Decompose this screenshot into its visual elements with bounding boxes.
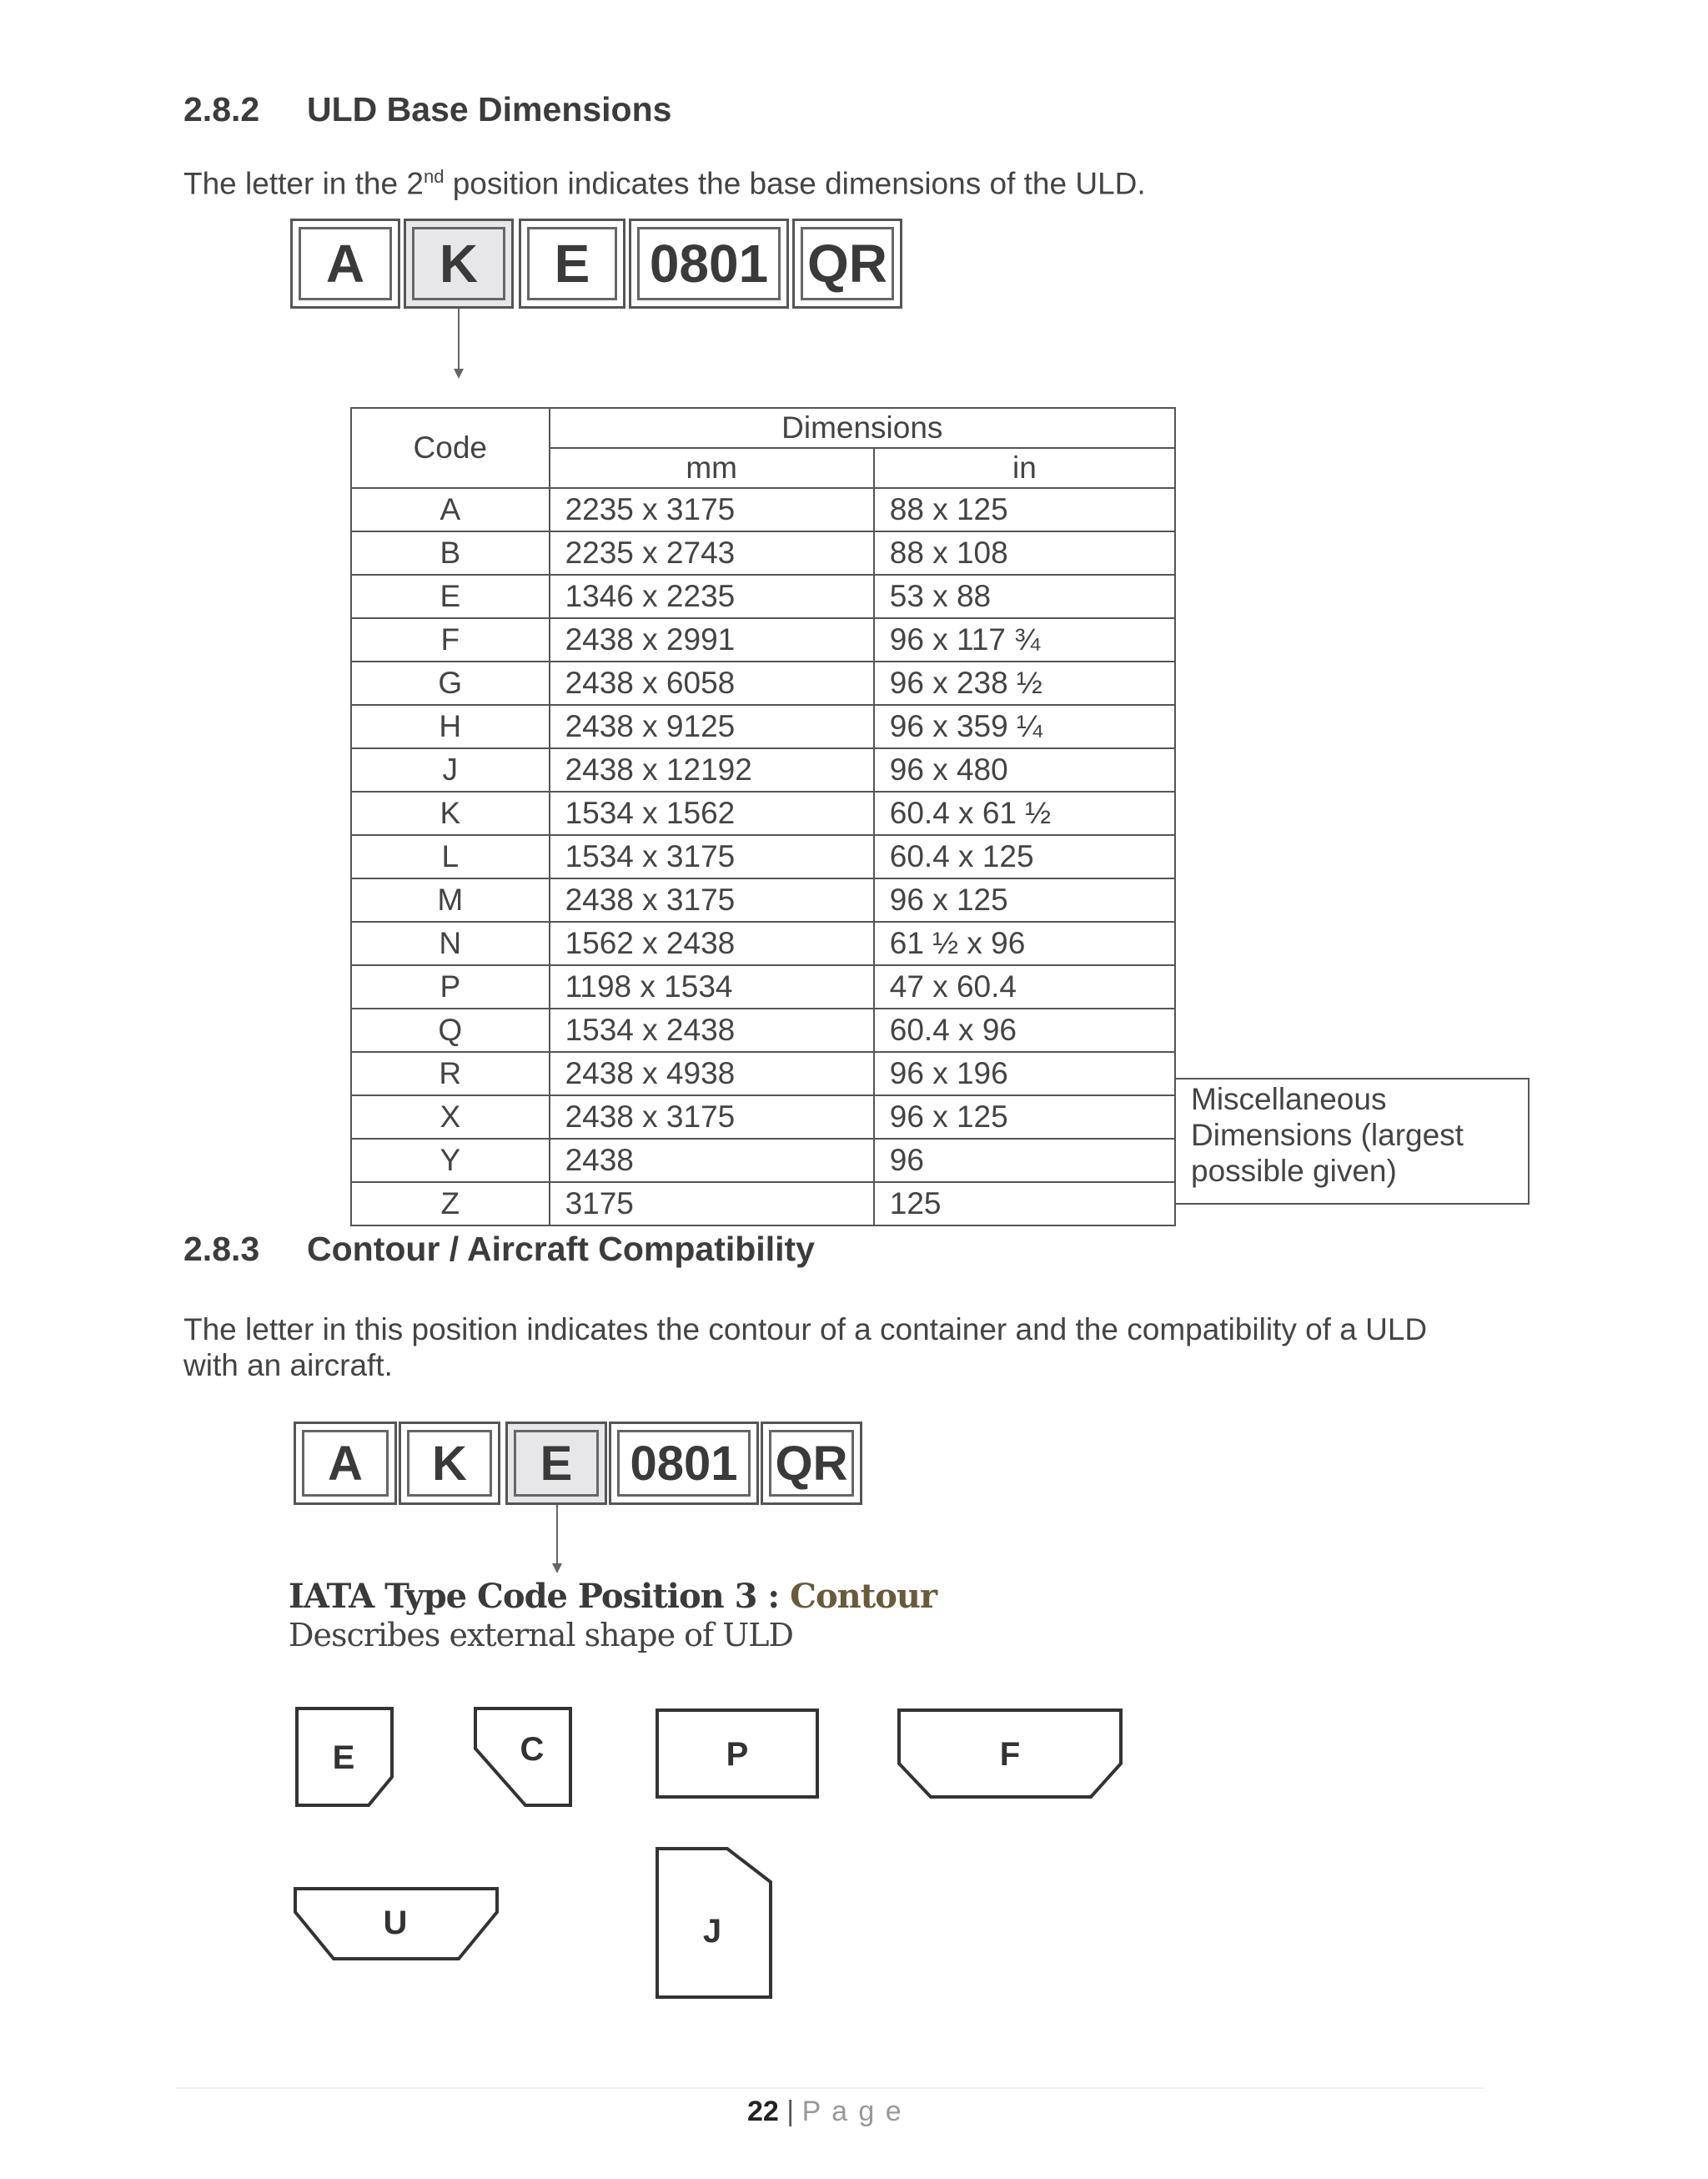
in-cell: 61 ½ x 96 <box>874 922 1175 965</box>
in-cell: 96 x 125 <box>874 1095 1175 1139</box>
table-row <box>351 618 1175 662</box>
in-cell: 96 x 117 ¾ <box>874 618 1175 662</box>
mm-cell: 1562 x 2438 <box>550 922 874 965</box>
code-cell: B <box>351 531 550 575</box>
code-segment-serial: 0801 <box>609 1422 759 1505</box>
code-cell: R <box>351 1052 550 1095</box>
column-header-dimensions: Dimensions <box>550 408 1175 448</box>
page-number: 22 <box>747 2096 779 2127</box>
code-cell: E <box>351 575 550 618</box>
table-row <box>351 748 1175 792</box>
page-word: P a g e <box>801 2096 903 2127</box>
svg-text:E: E <box>332 1739 355 1776</box>
mm-cell: 1534 x 1562 <box>550 792 874 835</box>
contour-shape-p <box>657 1710 817 1797</box>
code-cell: P <box>351 965 550 1009</box>
section-body: The letter in this position indicates the contour of a container and the compatibility of a ULD with an aircraft. <box>183 1312 1428 1382</box>
code-segment-owner: QR <box>792 219 902 309</box>
svg-text:J: J <box>702 1913 722 1950</box>
in-cell: 60.4 x 61 ½ <box>874 792 1175 835</box>
code-cell: F <box>351 618 550 662</box>
section-title: Contour / Aircraft Compatibility <box>307 1230 815 1268</box>
mm-cell: 3175 <box>550 1182 874 1225</box>
code-segment-base-highlighted: K <box>404 219 514 309</box>
table-row <box>351 1009 1175 1052</box>
code-cell: A <box>351 488 550 531</box>
code-cell: Q <box>351 1009 550 1052</box>
column-header-code: Code <box>351 408 550 488</box>
table-row <box>351 1139 1175 1182</box>
code-cell: X <box>351 1095 550 1139</box>
mm-cell: 2438 x 3175 <box>550 878 874 922</box>
table-row <box>351 1182 1175 1225</box>
svg-text:P: P <box>726 1736 749 1773</box>
table-row <box>351 922 1175 965</box>
section-title: ULD Base Dimensions <box>307 90 672 128</box>
table-row <box>351 1052 1175 1095</box>
in-cell: 96 <box>874 1139 1175 1182</box>
in-cell: 96 x 196 <box>874 1052 1175 1095</box>
contour-shape-j <box>657 1849 771 1997</box>
contour-shape-u <box>295 1889 497 1959</box>
mm-cell: 1534 x 2438 <box>550 1009 874 1052</box>
column-header-mm: mm <box>550 448 874 488</box>
table-row <box>351 1095 1175 1139</box>
code-cell: Y <box>351 1139 550 1182</box>
svg-text:C: C <box>520 1731 545 1768</box>
table-row <box>351 878 1175 922</box>
mm-cell: 1346 x 2235 <box>550 575 874 618</box>
in-cell: 53 x 88 <box>874 575 1175 618</box>
in-cell: 88 x 108 <box>874 531 1175 575</box>
code-segment-contour: E <box>519 219 625 309</box>
svg-text:F: F <box>999 1736 1021 1773</box>
code-cell: M <box>351 878 550 922</box>
table-row <box>351 705 1175 748</box>
contour-shapes <box>284 1693 1151 2010</box>
mm-cell: 2438 x 12192 <box>550 748 874 792</box>
mm-cell: 2438 x 3175 <box>550 1095 874 1139</box>
section-number: 2.8.3 <box>183 1230 260 1268</box>
pointer-arrow-1 <box>450 309 467 380</box>
code-cell: N <box>351 922 550 965</box>
in-cell: 96 x 480 <box>874 748 1175 792</box>
section-number: 2.8.2 <box>183 90 260 128</box>
contour-caption-subtitle: Describes external shape of ULD <box>289 1617 793 1653</box>
svg-text:U: U <box>383 1905 408 1941</box>
mm-cell: 2235 x 3175 <box>550 488 874 531</box>
mm-cell: 2438 x 4938 <box>550 1052 874 1095</box>
code-cell: J <box>351 748 550 792</box>
contour-shape-f <box>899 1710 1121 1797</box>
page-footer: 22 | P a g e <box>747 2096 903 2127</box>
in-cell: 96 x 238 ½ <box>874 662 1175 705</box>
mm-cell: 2438 x 9125 <box>550 705 874 748</box>
base-dimensions-table <box>350 407 1176 1226</box>
misc-dimensions-note: Miscellaneous Dimensions (largest possible given) <box>1174 1078 1530 1205</box>
column-header-in: in <box>874 448 1175 488</box>
table-row <box>351 835 1175 878</box>
table-row <box>351 662 1175 705</box>
code-segment-type: A <box>294 1422 397 1505</box>
mm-cell: 2438 <box>550 1139 874 1182</box>
table-row <box>351 488 1175 531</box>
in-cell: 96 x 359 ¼ <box>874 705 1175 748</box>
table-row <box>351 531 1175 575</box>
code-segment-base: K <box>399 1422 500 1505</box>
in-cell: 96 x 125 <box>874 878 1175 922</box>
table-row <box>351 965 1175 1009</box>
code-segment-type: A <box>290 219 400 309</box>
code-segment-owner: QR <box>761 1422 862 1505</box>
section-heading-2-8-3 <box>183 1230 934 1271</box>
in-cell: 60.4 x 125 <box>874 835 1175 878</box>
code-segment-serial: 0801 <box>629 219 789 309</box>
mm-cell: 2438 x 2991 <box>550 618 874 662</box>
code-cell: G <box>351 662 550 705</box>
in-cell: 125 <box>874 1182 1175 1225</box>
contour-caption-title: IATA Type Code Position 3 : Contour <box>289 1577 937 1616</box>
section-intro: The letter in the 2nd position indicates the base dimensions of the ULD. <box>183 166 1146 201</box>
code-cell: Z <box>351 1182 550 1225</box>
contour-shape-c <box>475 1708 570 1805</box>
in-cell: 88 x 125 <box>874 488 1175 531</box>
section-heading-2-8-2 <box>183 90 851 132</box>
contour-shape-e <box>297 1708 392 1805</box>
table-row <box>351 792 1175 835</box>
mm-cell: 1198 x 1534 <box>550 965 874 1009</box>
mm-cell: 1534 x 3175 <box>550 835 874 878</box>
in-cell: 47 x 60.4 <box>874 965 1175 1009</box>
mm-cell: 2235 x 2743 <box>550 531 874 575</box>
code-cell: L <box>351 835 550 878</box>
code-cell: K <box>351 792 550 835</box>
code-cell: H <box>351 705 550 748</box>
table-row <box>351 575 1175 618</box>
in-cell: 60.4 x 96 <box>874 1009 1175 1052</box>
pointer-arrow-2 <box>549 1505 565 1575</box>
mm-cell: 2438 x 6058 <box>550 662 874 705</box>
footer-divider <box>175 2087 1484 2089</box>
code-segment-contour-highlighted: E <box>505 1422 607 1505</box>
